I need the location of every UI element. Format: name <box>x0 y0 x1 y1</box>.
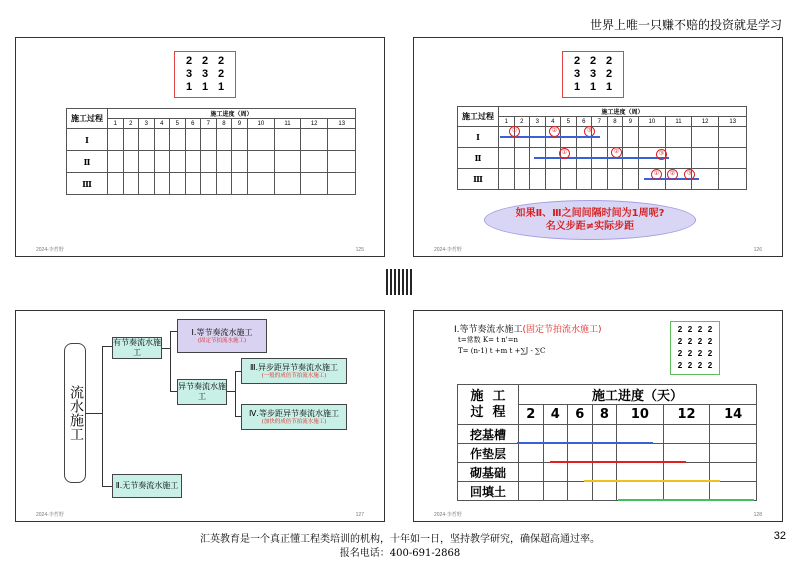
week-cell: 5 <box>170 119 186 129</box>
circle-marker: ① <box>651 169 662 180</box>
week-cell: 12 <box>300 119 327 129</box>
week-cell: 2 <box>123 119 139 129</box>
row-label: Ⅰ <box>67 129 108 151</box>
circle-marker: ② <box>611 147 622 158</box>
week-cell: 6 <box>576 117 592 127</box>
week-cell: 5 <box>561 117 577 127</box>
week-cell: 11 <box>275 119 301 129</box>
day-cell: 12 <box>663 405 710 425</box>
progress-header: 施工进度（天） <box>519 385 757 405</box>
row-label: Ⅱ <box>458 148 499 169</box>
week-cell: 13 <box>719 117 747 127</box>
slide-footer-right: 126 <box>753 247 762 253</box>
week-cell: 11 <box>666 117 692 127</box>
row-label: 回填土 <box>458 482 519 501</box>
week-cell: 9 <box>232 119 248 129</box>
week-cell: 7 <box>592 117 608 127</box>
non-rhythmic-box: Ⅱ.无节奏流水施工 <box>112 474 182 498</box>
row-label: Ⅲ <box>67 173 108 195</box>
slide-125 <box>15 37 385 257</box>
circle-marker: ③ <box>684 169 695 180</box>
equal-step-box: Ⅳ.等步距异节奏流水施工 (加快的成倍节拍流水施工) <box>241 404 347 430</box>
process-header: 施 工 过 程 <box>458 385 519 425</box>
formula-line2: T= (n-1) t +m t +∑J - ∑C <box>458 347 546 355</box>
week-cell: 6 <box>185 119 201 129</box>
row-label: 砌基础 <box>458 463 519 482</box>
slide-127 <box>15 310 385 522</box>
row-label: 挖基槽 <box>458 425 519 444</box>
week-cell: 13 <box>328 119 356 129</box>
week-cell: 7 <box>201 119 217 129</box>
unequal-step-box: Ⅲ.异步距异节奏流水施工 (一般的成倍节拍流水施工) <box>241 358 347 384</box>
schedule-table <box>66 108 356 195</box>
row-label: Ⅰ <box>458 127 499 148</box>
slide-footer-right: 128 <box>753 512 762 518</box>
formula-line1: t=常数 K= t n'=n <box>458 336 519 344</box>
equal-box: Ⅰ.等节奏流水施工 (固定节拍流水施工) <box>177 319 267 353</box>
bar-yellow <box>584 480 720 482</box>
row-label: Ⅱ <box>67 151 108 173</box>
slide-footer-left: 2024-李哲野 <box>434 512 462 518</box>
footer-tagline: 汇英教育是一个真正懂工程类培训的机构，十年如一日，坚持教学研究，确保超高通过率。 <box>200 534 600 545</box>
week-cell: 1 <box>499 117 515 127</box>
callout-line1: 如果Ⅱ、Ⅲ之间间隔时间为1周呢? <box>515 208 665 219</box>
week-cell: 12 <box>691 117 718 127</box>
week-cell: 9 <box>623 117 639 127</box>
header-slogan: 世界上唯一只赚不赔的投资就是学习 <box>589 18 782 32</box>
week-cell: 8 <box>216 119 232 129</box>
week-cell: 10 <box>247 119 274 129</box>
process-header: 施工过程 <box>67 109 108 129</box>
slide-footer-right: 127 <box>355 512 364 518</box>
circle-marker: ① <box>559 148 570 159</box>
circle-marker: ② <box>549 126 560 137</box>
day-cell: 4 <box>543 405 568 425</box>
row-label: 作垫层 <box>458 444 519 463</box>
process-header: 施工过程 <box>458 107 499 127</box>
slide-126 <box>413 37 783 257</box>
callout-line2: 名义步距≠实际步距 <box>545 221 635 232</box>
week-cell: 3 <box>139 119 155 129</box>
week-cell: 4 <box>154 119 170 129</box>
qr-code-icon <box>386 269 412 295</box>
bar-red <box>550 461 686 463</box>
week-cell: 2 <box>514 117 530 127</box>
progress-header: 施工进度（周） <box>108 109 356 119</box>
slide-128 <box>413 310 783 522</box>
circle-marker: ③ <box>656 149 667 160</box>
day-cell: 6 <box>568 405 593 425</box>
step-matrix: 2 2 2 3 3 2 1 1 1 <box>174 51 236 98</box>
slide-footer-left: 2024-李哲野 <box>434 247 462 253</box>
day-cell: 2 <box>519 405 544 425</box>
callout-bubble <box>484 200 696 240</box>
sum-grid: 2 2 2 2 2 2 2 2 2 2 2 2 2 2 2 2 <box>670 321 720 375</box>
bar-process-1 <box>578 136 600 138</box>
method-title: Ⅰ.等节奏流水施工(固定节拍流水施工) <box>454 325 602 335</box>
progress-header: 施工进度（周） <box>499 107 747 117</box>
bar-process-2 <box>534 157 669 159</box>
circle-marker: ② <box>667 169 678 180</box>
week-cell: 4 <box>545 117 561 127</box>
bar-green <box>618 499 754 501</box>
footer-phone: 报名电话：400-691-2868 <box>339 548 461 559</box>
slide-footer-right: 125 <box>355 247 364 253</box>
slide-footer-left: 2024-李哲野 <box>36 247 64 253</box>
step-matrix: 2 2 2 3 3 2 1 1 1 <box>562 51 624 98</box>
rhythmic-box: 有节奏流水施工 <box>113 338 161 357</box>
week-cell: 10 <box>638 117 665 127</box>
week-cell: 1 <box>108 119 124 129</box>
different-box: 异节奏流水施工 <box>177 379 227 405</box>
week-cell: 3 <box>530 117 546 127</box>
circle-marker: ③ <box>584 126 595 137</box>
page-number: 32 <box>773 530 786 542</box>
day-cell: 14 <box>710 405 757 425</box>
slide-footer-left: 2024-李哲野 <box>36 512 64 518</box>
root-box: 流水施工 <box>64 343 86 483</box>
day-cell: 8 <box>592 405 617 425</box>
schedule-table <box>457 106 747 190</box>
row-label: Ⅲ <box>458 169 499 190</box>
circle-marker: ① <box>509 126 520 137</box>
day-cell: 10 <box>617 405 664 425</box>
week-cell: 8 <box>607 117 623 127</box>
bar-blue <box>517 442 653 444</box>
